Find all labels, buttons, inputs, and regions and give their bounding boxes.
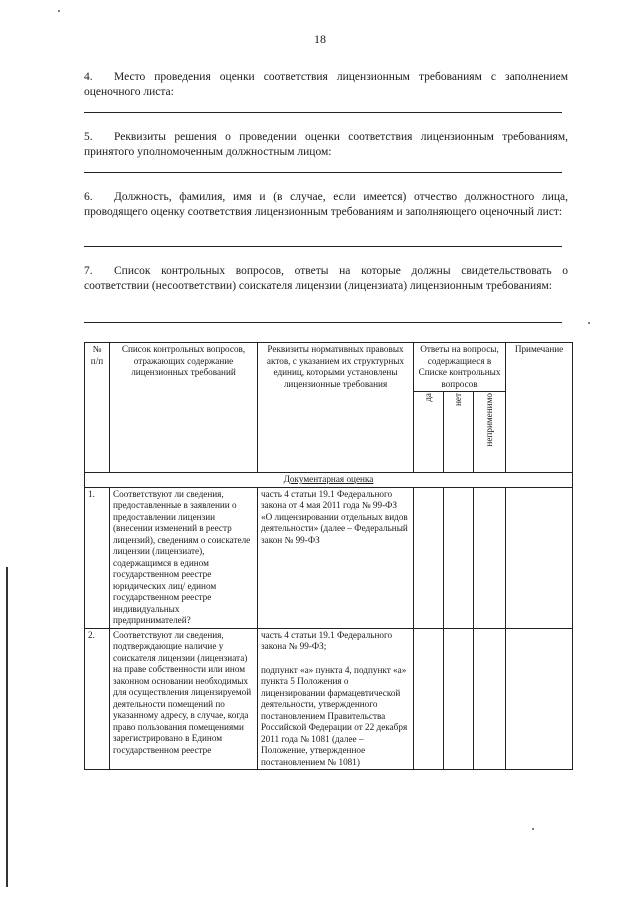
header-num: № п/п <box>85 343 110 473</box>
section-row <box>85 473 573 488</box>
note-cell[interactable] <box>506 487 573 628</box>
note-cell[interactable] <box>506 628 573 770</box>
item-7-control-questions <box>84 264 568 294</box>
binder-mark <box>6 567 8 887</box>
answer-no-cell[interactable] <box>444 487 474 628</box>
row-requisites: часть 4 статьи 19.1 Федерального закона от 4 мая 2011 года № 99-ФЗ «О лицензировании отдельных видов деятельности» (далее – Федеральный закон № 99-ФЗ <box>258 487 414 628</box>
item-number: 6. <box>84 191 93 203</box>
item-5-decision-requisites <box>84 130 568 160</box>
item-5-fill-line <box>84 172 562 173</box>
scan-speck <box>588 322 590 324</box>
row-requisites <box>258 628 414 770</box>
header-question: Список контрольных вопросов, отражающих содержание лицензионных требований <box>110 343 258 473</box>
item-6-official-name <box>84 190 568 220</box>
row-num: 1. <box>85 487 110 628</box>
section-title: Документарная оценка <box>85 473 573 488</box>
header-requisites: Реквизиты нормативных правовых актов, с указанием их структурных единиц, которыми установлены лицензионные требования <box>258 343 414 473</box>
header-no: нет <box>444 392 474 473</box>
table-header-row <box>85 343 573 392</box>
item-4-fill-line <box>84 112 562 113</box>
item-number: 7. <box>84 265 93 277</box>
header-answers: Ответы на вопросы, содержащиеся в Списке контрольных вопросов <box>414 343 506 392</box>
answer-yes-cell[interactable] <box>414 487 444 628</box>
header-note: Примечание <box>506 343 573 473</box>
item-text: Реквизиты решения о проведении оценки соответствия лицензионным требованиям, принятого уполномоченным должностным лицом: <box>84 131 568 158</box>
row-requisites-part-b: подпункт «а» пункта 4, подпункт «а» пункта 5 Положения о лицензировании фармацевтической деятельности, утвержденного постановлением Правительства Российской Федерации от 22 декабря 2011 года № 1081 (далее – Положение, утвержденное постановлением № 1081) <box>261 664 408 767</box>
scan-speck <box>58 10 60 12</box>
item-number: 5. <box>84 131 93 143</box>
answer-na-cell[interactable] <box>474 628 506 770</box>
row-question: Соответствуют ли сведения, подтверждающие наличие у соискателя лицензии (лицензиата) на праве собственности или ином законном основании необходимых для осуществления лицензируемой деятельности помещений по указанному адресу, в случае, когда право пользования помещениями зарегистрировано в Едином государственном реестре <box>110 628 258 770</box>
page-number: 18 <box>314 32 326 46</box>
row-requisites-part-a: часть 4 статьи 19.1 Федерального закона № 99-ФЗ; <box>261 629 393 651</box>
header-yes: да <box>414 392 444 473</box>
answer-yes-cell[interactable] <box>414 628 444 770</box>
item-number: 4. <box>84 71 93 83</box>
table-row <box>85 628 573 770</box>
answer-na-cell[interactable] <box>474 487 506 628</box>
header-not-applicable: неприменимо <box>474 392 506 473</box>
item-text: Должность, фамилия, имя и (в случае, если имеется) отчество должностного лица, проводящего оценку соответствия лицензионным требованиям и заполняющего оценочный лист: <box>84 191 568 218</box>
row-question: Соответствуют ли сведения, предоставленные в заявлении о предоставлении лицензии (внесении изменений в реестр лицензий), сведениям о соискателе лицензии (лицензиате), содержащимся в едином государственном реестре юридических лиц/ едином государственном реестре индивидуальных предпринимателей? <box>110 487 258 628</box>
item-4-place-of-assessment <box>84 70 568 100</box>
row-num: 2. <box>85 628 110 770</box>
checklist-table <box>84 342 573 770</box>
item-7-fill-line <box>84 322 562 323</box>
item-text: Список контрольных вопросов, ответы на которые должны свидетельствовать о соответствии (несоответствии) соискателя лицензии (лицензиата) лицензионным требованиям: <box>84 265 568 292</box>
item-6-fill-line <box>84 246 562 247</box>
answer-no-cell[interactable] <box>444 628 474 770</box>
scan-speck <box>532 828 534 830</box>
item-text: Место проведения оценки соответствия лицензионным требованиям с заполнением оценочного листа: <box>84 71 568 98</box>
table-row <box>85 487 573 628</box>
